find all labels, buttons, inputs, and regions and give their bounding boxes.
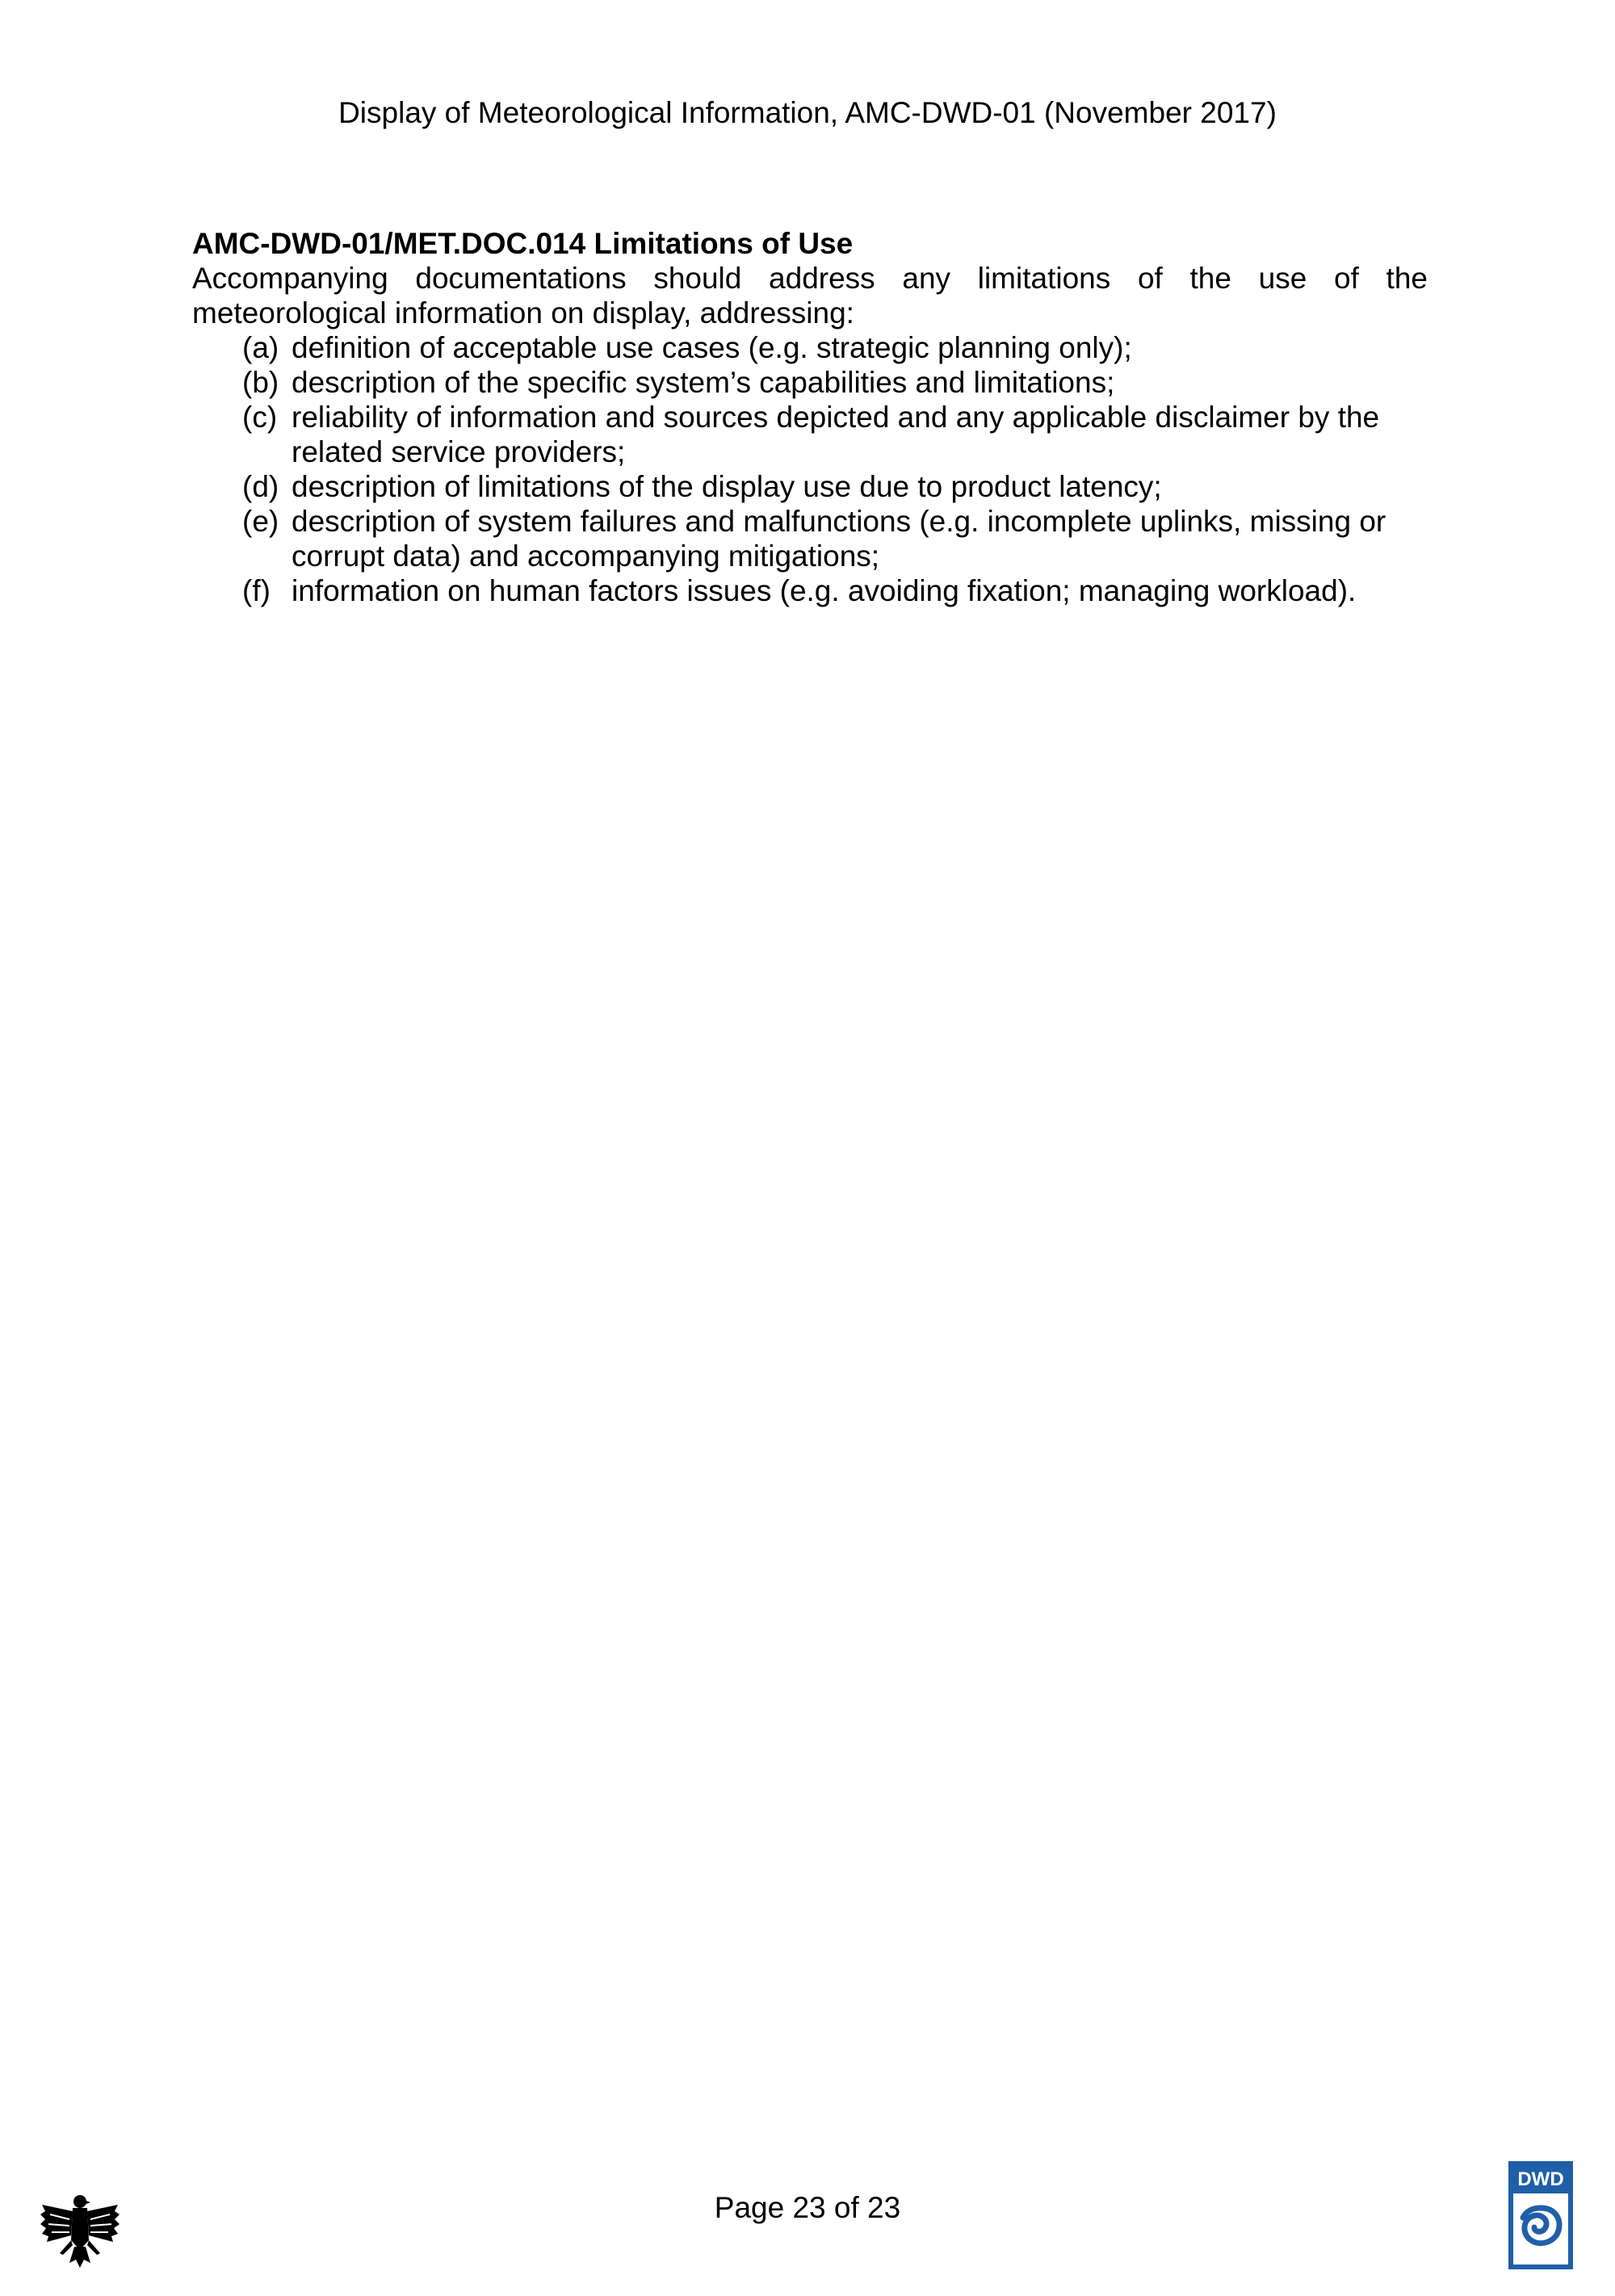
list-marker: (b) — [242, 366, 279, 399]
list-item-text: description of limitations of the display use due to product latency; — [292, 470, 1162, 503]
list-marker: (d) — [242, 470, 279, 503]
document-title: Display of Meteorological Information, AMC-DWD-01 (November 2017) — [338, 96, 1277, 129]
list-item-text: information on human factors issues (e.g. avoiding fixation; managing workload). — [292, 574, 1357, 607]
list-marker: (c) — [242, 401, 278, 434]
list-item — [192, 573, 1428, 608]
list-item-text: definition of acceptable use cases (e.g. strategic planning only); — [292, 331, 1132, 364]
page-header — [0, 95, 1615, 131]
list-item-text: description of system failures and malfunctions (e.g. incomplete uplinks, missing or corrupt data) and accompanying mitigations; — [292, 505, 1386, 573]
list-item-text: reliability of information and sources depicted and any applicable disclaimer by the related service providers; — [292, 401, 1380, 468]
section-title: AMC-DWD-01/MET.DOC.014 Limitations of Use — [192, 227, 854, 260]
page-number: Page 23 of 23 — [714, 2191, 901, 2224]
section-body — [192, 226, 1428, 608]
page-footer — [0, 2190, 1615, 2226]
list-item — [192, 330, 1428, 365]
list-item — [192, 469, 1428, 504]
list-marker: (a) — [242, 331, 279, 364]
list-item-text: description of the specific system’s capabilities and limitations; — [292, 366, 1115, 399]
list-marker: (e) — [242, 505, 279, 538]
list-marker: (f) — [242, 574, 271, 607]
section-intro: Accompanying documentations should address any limitations of the use of the meteorological information on display, addressing: — [192, 262, 1428, 329]
limitations-list — [192, 330, 1428, 608]
dwd-logo — [1508, 2161, 1573, 2269]
list-item — [192, 504, 1428, 573]
list-item — [192, 400, 1428, 469]
list-item — [192, 365, 1428, 400]
dwd-logo-text: DWD — [1517, 2168, 1564, 2190]
